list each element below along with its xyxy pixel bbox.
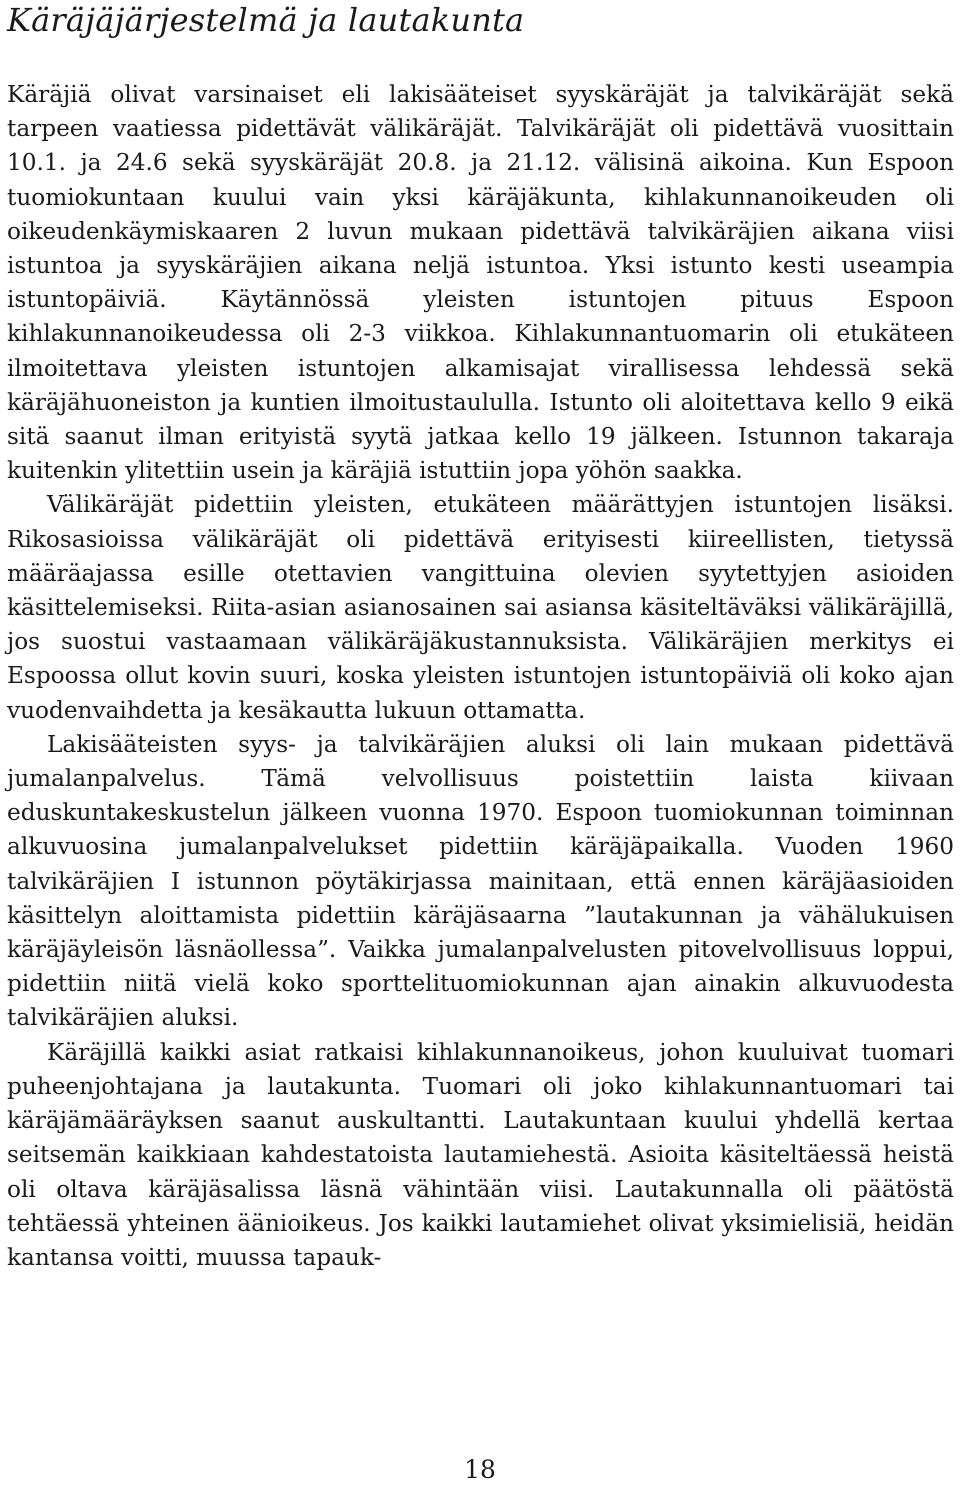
paragraph-3: Lakisääteisten syys- ja talvikäräjien aluksi oli lain mukaan pidettävä jumalanpalvelus. Tämä velvollisuus poistettiin laista kiivaan eduskuntakeskustelun jälkeen vuonna 1970. Espoon tuomiokunnan toiminnan alkuvuosina jumalanpalvelukset pidettiin käräjäpaikalla. Vuoden 1960 talvikäräjien I istunnon pöytäkirjassa mainitaan, että ennen käräjäasioiden käsittelyn aloittamista pidettiin käräjäsaarna ”lautakunnan ja vähälukuisen käräjäyleisön läsnäollessa”. Vaikka jumalanpalvelusten pitovelvollisuus loppui, pidettiin niitä vielä koko sporttelituomiokunnan ajan ainakin alkuvuodesta talvikäräjien aluksi. bbox=[7, 730, 954, 1032]
paragraph-2: Välikäräjät pidettiin yleisten, etukäteen määrättyjen istuntojen lisäksi. Rikosasioissa välikäräjät oli pidettävä erityisesti kiireellisten, tietyssä määräajassa esille otettavien vangittuina olevien syytettyjen asioiden käsittelemiseksi. Riita-asian asianosainen sai asiansa käsiteltäväksi välikäräjillä, jos suostui vastaamaan välikäräjäkustannuksista. Välikäräjien merkitys ei Espoossa ollut kovin suuri, koska yleisten istuntojen istuntopäiviä oli koko ajan vuodenvaihdetta ja kesäkautta lukuun ottamatta. bbox=[7, 491, 954, 724]
page-number: 18 bbox=[464, 1455, 496, 1484]
paragraph-4: Käräjillä kaikki asiat ratkaisi kihlakunnanoikeus, johon kuuluivat tuomari puheenjohtajana ja lautakunta. Tuomari oli joko kihlakunnantuomari tai käräjämääräyksen saanut auskultantti. Lautakuntaan kuului yhdellä kertaa seitsemän kaikkiaan kahdestatoista lautamiehestä. Asioita käsiteltäessä heistä oli oltava käräjäsalissa läsnä vähintään viisi. Lautakunnalla oli päätöstä tehtäessä yhteinen äänioikeus. Jos kaikki lautamiehet olivat yksimielisiä, heidän kantansa voitti, muussa tapauk- bbox=[7, 1038, 954, 1271]
section-heading: Käräjäjärjestelmä ja lautakunta bbox=[7, 1, 525, 39]
paragraph-1: Käräjiä olivat varsinaiset eli lakisääteiset syyskäräjät ja talvikäräjät sekä tarpeen vaatiessa pidettävät välikäräjät. Talvikäräjät oli pidettävä vuosittain 10.1. ja 24.6 sekä syyskäräjät 20.8. ja 21.12. välisinä aikoina. Kun Espoon tuomiokuntaan kuului vain yksi käräjäkunta, kihlakunnanoikeuden oli oikeudenkäymiskaaren 2 luvun mukaan pidettävä talvikäräjien aikana viisi istuntoa ja syyskäräjien aikana neljä istuntoa. Yksi istunto kesti useampia istuntopäiviä. Käytännössä yleisten istuntojen pituus Espoon kihlakunnanoikeudessa oli 2-3 viikkoa. Kihlakunnantuomarin oli etukäteen ilmoitettava yleisten istuntojen alkamisajat virallisessa lehdessä sekä käräjähuoneiston ja kuntien ilmoitustaululla. Istunto oli aloitettava kello 9 eikä sitä saanut ilman erityistä syytä jatkaa kello 19 jälkeen. Istunnon takaraja kuitenkin ylitettiin usein ja käräjiä istuttiin jopa yöhön saakka. bbox=[7, 81, 954, 485]
body-text bbox=[7, 78, 954, 1275]
